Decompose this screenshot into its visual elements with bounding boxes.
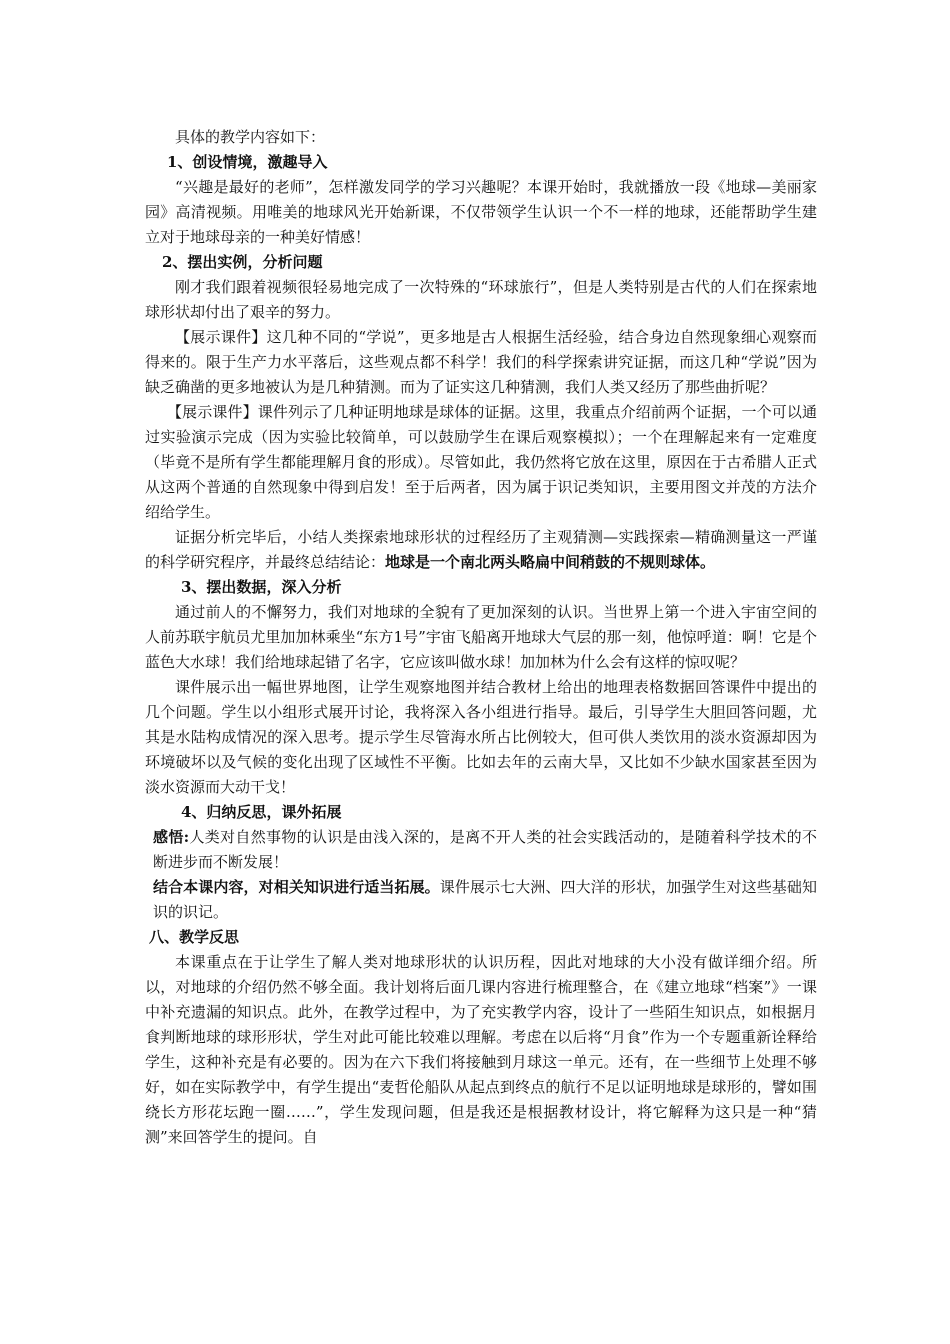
- section-4-paragraph-1: [145, 825, 817, 875]
- section-4-heading: 4、归纳反思，课外拓展: [181, 803, 342, 821]
- section-2-paragraph-1: 刚才我们跟着视频很轻易地完成了一次特殊的“环球旅行”，但是人类特别是古代的人们在探索地球形状却付出了艰辛的努力。: [145, 278, 817, 321]
- section-4-paragraph-2: [145, 875, 817, 925]
- section-1-paragraph: “兴趣是最好的老师”，怎样激发同学的学习兴趣呢？本课开始时，我就播放一段《地球—美丽家园》高清视频。用唯美的地球风光开始新课，不仅带领学生认识一个不一样的地球，还能帮助学生建立对于地球母亲的一种美好情感！: [145, 178, 817, 246]
- insight-label: 感悟:: [153, 828, 190, 846]
- section-8-paragraph: 本课重点在于让学生了解人类对地球形状的认识历程，因此对地球的大小没有做详细介绍。所以，对地球的介绍仍然不够全面。我计划将后面几课内容进行梳理整合，在《建立地球“档案”》一课中补充遗漏的知识点。此外，在教学过程中，为了充实教学内容，设计了一些陌生知识点，如根据月食判断地球的球形形状，学生对此可能比较难以理解。考虑在以后将“月食”作为一个专题重新诠释给学生，这种补充是有必要的。因为在六下我们将接触到月球这一单元。还有，在一些细节上处理不够好，如在实际教学中，有学生提出“麦哲伦船队从起点到终点的航行不足以证明地球是球形的，譬如围绕长方形花坛跑一圈……”，学生发现问题，但是我还是根据教材设计，将它解释为这只是一种“猜测”来回答学生的提问。自: [145, 953, 817, 1146]
- conclusion-bold-text: 地球是一个南北两头略扁中间稍鼓的不规则球体。: [385, 553, 716, 571]
- section-2-paragraph-3: 【展示课件】课件列示了几种证明地球是球体的证据。这里，我重点介绍前两个证据，一个可以通过实验演示完成（因为实验比较简单，可以鼓励学生在课后观察模拟）；一个在理解起来有一定难度（毕竟不是所有学生都能理解月食的形成）。尽管如此，我仍然将它放在这里，原因在于古希腊人正式从这两个普通的自然现象中得到启发！至于后两者，因为属于识记类知识，主要用图文并茂的方法介绍给学生。: [145, 403, 817, 521]
- document-body: [145, 125, 817, 1150]
- section-2-paragraph-4: [145, 525, 817, 575]
- section-1-heading: 1、创设情境，激趣导入: [167, 153, 328, 171]
- section-3-paragraph-2: 课件展示出一幅世界地图，让学生观察地图并结合教材上给出的地理表格数据回答课件中提出的几个问题。学生以小组形式展开讨论，我将深入各小组进行指导。最后，引导学生大胆回答问题，尤其是水陆构成情况的深入思考。提示学生尽管海水所占比例较大，但可供人类饮用的淡水资源却因为环境破坏以及气候的变化出现了区域性不平衡。比如去年的云南大旱，又比如不少缺水国家甚至因为淡水资源而大动干戈！: [145, 678, 817, 796]
- section-3-paragraph-1: 通过前人的不懈努力，我们对地球的全貌有了更加深刻的认识。当世界上第一个进入宇宙空间的人前苏联宇航员尤里加加林乘坐“东方1号”宇宙飞船离开地球大气层的那一刻，他惊呼道：啊！它是个蓝色大水球！我们给地球起错了名字，它应该叫做水球！加加林为什么会有这样的惊叹呢？: [145, 603, 817, 671]
- intro-line: 具体的教学内容如下：: [175, 128, 326, 146]
- section-8-heading: 八、教学反思: [149, 928, 240, 946]
- insight-text: 人类对自然事物的认识是由浅入深的，是离不开人类的社会实践活动的，是随着科学技术的不断进步而不断发展！: [153, 828, 817, 871]
- section-2-paragraph-2: 【展示课件】这几种不同的“学说”，更多地是古人根据生活经验，结合身边自然现象细心观察而得来的。限于生产力水平落后，这些观点都不科学！我们的科学探索讲究证据，而这几种“学说”因为缺乏确凿的更多地被认为是几种猜测。而为了证实这几种猜测，我们人类又经历了那些曲折呢？: [145, 328, 817, 396]
- conclusion-lead-text: 证据分析完毕后，小结人类探索地球形状的过程经历了主观猜测—实践探索—精确测量这一严谨的科学研究程序，并最终总结结论：: [145, 528, 817, 571]
- section-3-heading: 3、摆出数据，深入分析: [181, 578, 342, 596]
- extension-text: 课件展示七大洲、四大洋的形状，加强学生对这些基础知识的识记。: [153, 878, 817, 921]
- extension-label: 结合本课内容，对相关知识进行适当拓展。: [153, 878, 440, 896]
- section-2-heading: 2、摆出实例，分析问题: [162, 253, 323, 271]
